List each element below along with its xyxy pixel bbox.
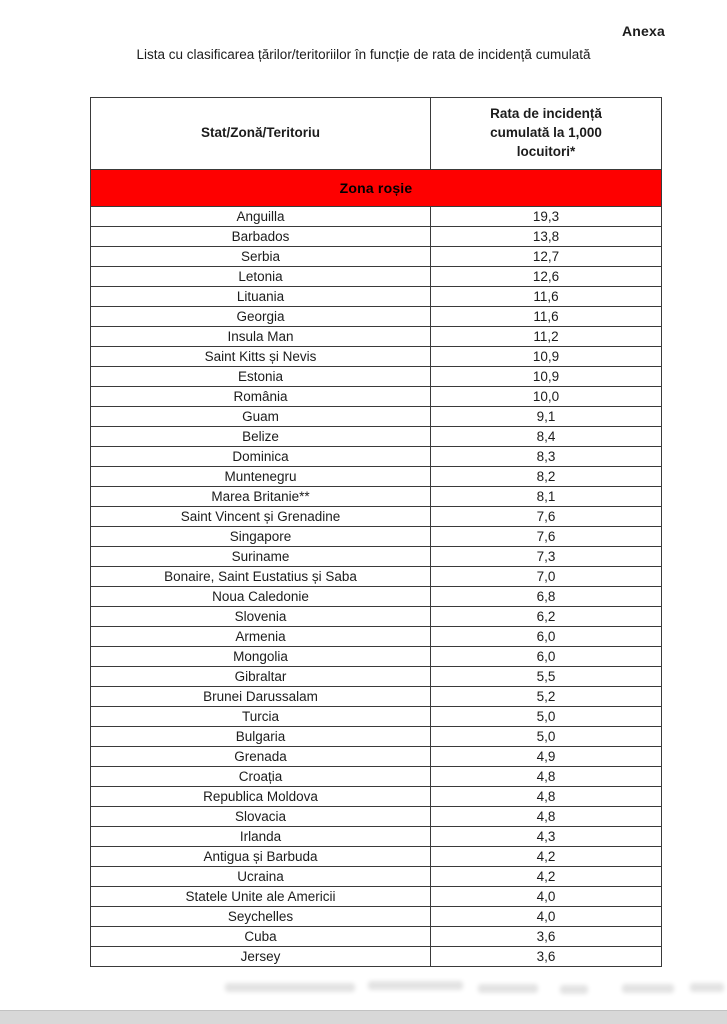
bleed-blob [690, 983, 724, 992]
country-cell: Statele Unite ale Americii [91, 887, 431, 907]
table-row [91, 747, 662, 767]
country-cell: Seychelles [91, 907, 431, 927]
rate-cell: 7,6 [431, 507, 662, 527]
country-cell: Cuba [91, 927, 431, 947]
rate-cell: 19,3 [431, 207, 662, 227]
country-cell: Turcia [91, 707, 431, 727]
country-cell: Georgia [91, 307, 431, 327]
table-header [91, 98, 662, 170]
rate-cell: 5,2 [431, 687, 662, 707]
rate-cell: 4,0 [431, 887, 662, 907]
table-row [91, 807, 662, 827]
rate-cell: 10,9 [431, 367, 662, 387]
table-row [91, 347, 662, 367]
country-cell: Estonia [91, 367, 431, 387]
table-row [91, 207, 662, 227]
table-row [91, 407, 662, 427]
country-cell: Bulgaria [91, 727, 431, 747]
table-body [91, 207, 662, 967]
rate-cell: 11,6 [431, 287, 662, 307]
table-row [91, 847, 662, 867]
rate-cell: 11,2 [431, 327, 662, 347]
rate-cell: 4,2 [431, 847, 662, 867]
table-row [91, 707, 662, 727]
country-cell: Armenia [91, 627, 431, 647]
country-cell: Jersey [91, 947, 431, 967]
rate-cell: 4,0 [431, 907, 662, 927]
table-row [91, 587, 662, 607]
rate-cell: 5,0 [431, 707, 662, 727]
bleed-blob [478, 984, 538, 993]
country-cell: Grenada [91, 747, 431, 767]
rate-cell: 4,2 [431, 867, 662, 887]
rate-cell: 7,3 [431, 547, 662, 567]
table-row [91, 647, 662, 667]
rate-cell: 6,0 [431, 627, 662, 647]
country-cell: Slovacia [91, 807, 431, 827]
table-row [91, 507, 662, 527]
table-row [91, 867, 662, 887]
table-row [91, 727, 662, 747]
table-row [91, 667, 662, 687]
country-cell: Muntenegru [91, 467, 431, 487]
table-row [91, 607, 662, 627]
country-cell: Saint Kitts și Nevis [91, 347, 431, 367]
table-row [91, 327, 662, 347]
rate-cell: 6,0 [431, 647, 662, 667]
zone-banner-label: Zona roșie [91, 170, 662, 207]
table-row [91, 267, 662, 287]
country-cell: Ucraina [91, 867, 431, 887]
rate-cell: 8,2 [431, 467, 662, 487]
rate-cell: 10,0 [431, 387, 662, 407]
table-row [91, 487, 662, 507]
page-title: Lista cu clasificarea țărilor/teritoriilor în funcție de rata de incidență cumulată [136, 47, 591, 62]
bleed-blob [622, 984, 674, 993]
rate-cell: 9,1 [431, 407, 662, 427]
country-cell: Anguilla [91, 207, 431, 227]
table-row [91, 247, 662, 267]
rate-cell: 4,3 [431, 827, 662, 847]
table-row [91, 767, 662, 787]
rate-cell: 6,2 [431, 607, 662, 627]
rate-cell: 5,0 [431, 727, 662, 747]
table-row [91, 827, 662, 847]
annex-label: Anexa [621, 23, 665, 39]
rate-cell: 4,8 [431, 787, 662, 807]
table-row [91, 227, 662, 247]
table-row [91, 387, 662, 407]
table-row [91, 307, 662, 327]
country-cell: Croația [91, 767, 431, 787]
table-row [91, 367, 662, 387]
table-row [91, 907, 662, 927]
country-cell: Bonaire, Saint Eustatius și Saba [91, 567, 431, 587]
rate-cell: 4,8 [431, 767, 662, 787]
rate-cell: 4,9 [431, 747, 662, 767]
rate-cell: 7,6 [431, 527, 662, 547]
rate-cell: 8,1 [431, 487, 662, 507]
zone-banner-section [91, 170, 662, 207]
rate-cell: 12,7 [431, 247, 662, 267]
country-cell: Singapore [91, 527, 431, 547]
rate-cell: 11,6 [431, 307, 662, 327]
country-cell: Noua Caledonie [91, 587, 431, 607]
country-cell: Lituania [91, 287, 431, 307]
rate-cell: 4,8 [431, 807, 662, 827]
country-cell: Barbados [91, 227, 431, 247]
country-cell: Suriname [91, 547, 431, 567]
country-cell: Gibraltar [91, 667, 431, 687]
rate-cell: 12,6 [431, 267, 662, 287]
country-cell: Dominica [91, 447, 431, 467]
incidence-table [90, 97, 662, 967]
table-row [91, 947, 662, 967]
rate-cell: 3,6 [431, 927, 662, 947]
country-cell: Guam [91, 407, 431, 427]
rate-cell: 5,5 [431, 667, 662, 687]
rate-cell: 8,4 [431, 427, 662, 447]
zone-banner-row [91, 170, 662, 207]
country-cell: Belize [91, 427, 431, 447]
table-row [91, 927, 662, 947]
country-cell: Serbia [91, 247, 431, 267]
country-cell: Insula Man [91, 327, 431, 347]
table-row [91, 687, 662, 707]
country-cell: Letonia [91, 267, 431, 287]
country-cell: Saint Vincent și Grenadine [91, 507, 431, 527]
rate-cell: 8,3 [431, 447, 662, 467]
country-cell: Antigua și Barbuda [91, 847, 431, 867]
table-row [91, 447, 662, 467]
rate-cell: 10,9 [431, 347, 662, 367]
table-row [91, 567, 662, 587]
table-row [91, 547, 662, 567]
header-row [91, 98, 662, 170]
country-cell: Brunei Darussalam [91, 687, 431, 707]
country-cell: Marea Britanie** [91, 487, 431, 507]
table-row [91, 627, 662, 647]
rate-cell: 6,8 [431, 587, 662, 607]
column-header-rate: Rata de incidență cumulată la 1,000 locuitori* [431, 98, 662, 170]
country-cell: Irlanda [91, 827, 431, 847]
table-row [91, 527, 662, 547]
bleed-blob [225, 983, 355, 992]
page-bottom-edge [0, 1010, 727, 1024]
rate-cell: 3,6 [431, 947, 662, 967]
page-bleed-through [0, 975, 727, 1005]
table-row [91, 887, 662, 907]
bleed-blob [560, 985, 588, 994]
rate-cell: 7,0 [431, 567, 662, 587]
bleed-blob [368, 981, 463, 990]
country-cell: Mongolia [91, 647, 431, 667]
country-cell: Slovenia [91, 607, 431, 627]
table-row [91, 467, 662, 487]
country-cell: România [91, 387, 431, 407]
table-row [91, 427, 662, 447]
table-row [91, 787, 662, 807]
column-header-state: Stat/Zonă/Teritoriu [91, 98, 431, 170]
table-row [91, 287, 662, 307]
rate-cell: 13,8 [431, 227, 662, 247]
country-cell: Republica Moldova [91, 787, 431, 807]
